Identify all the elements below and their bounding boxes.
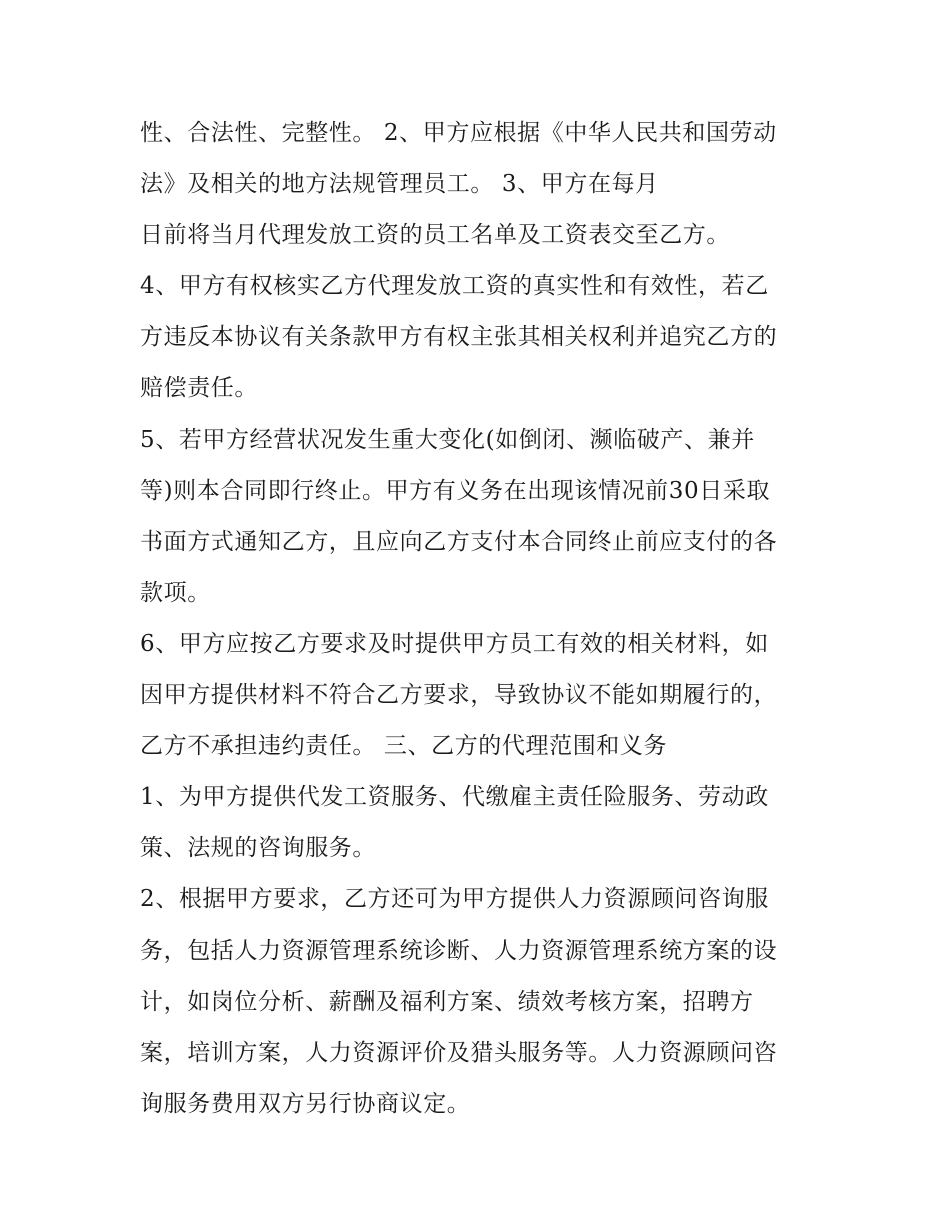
text-line: 计，如岗位分析、薪酬及福利方案、绩效考核方案，招聘方	[140, 988, 754, 1015]
text-line: 日前将当月代理发放工资的员工名单及工资表交至乙方。	[140, 222, 730, 249]
text-line: 等)则本合同即行终止。甲方有义务在出现该情况前30日采取	[140, 477, 771, 504]
text-line: 询服务费用双方另行协商议定。	[140, 1090, 471, 1117]
text-line: 赔偿责任。	[140, 375, 258, 402]
text-line: 乙方不承担违约责任。 三、乙方的代理范围和义务	[140, 733, 668, 760]
document-body	[140, 108, 830, 1130]
text-line: 策、法规的咨询服务。	[140, 835, 376, 862]
text-line: 性、合法性、完整性。 2、甲方应根据《中华人民共和国劳动	[140, 120, 777, 146]
text-line: 案，培训方案，人力资源评价及猎头服务等。人力资源顾问咨	[140, 1039, 778, 1066]
text-line: 2、根据甲方要求，乙方还可为甲方提供人力资源顾问咨询服	[140, 886, 769, 913]
text-line: 6、甲方应按乙方要求及时提供甲方员工有效的相关材料，如	[140, 630, 769, 657]
text-line: 款项。	[140, 579, 211, 606]
text-line: 法》及相关的地方法规管理员工。 3、甲方在每月	[140, 171, 659, 198]
text-line: 4、甲方有权核实乙方代理发放工资的真实性和有效性，若乙	[140, 273, 769, 300]
text-line: 5、若甲方经营状况发生重大变化(如倒闭、濒临破产、兼并	[140, 426, 755, 453]
text-line: 方违反本协议有关条款甲方有权主张其相关权利并追究乙方的	[140, 324, 778, 351]
text-line: 1、为甲方提供代发工资服务、代缴雇主责任险服务、劳动政	[140, 784, 769, 811]
text-line: 书面方式通知乙方，且应向乙方支付本合同终止前应支付的各	[140, 528, 778, 555]
text-line: 因甲方提供材料不符合乙方要求，导致协议不能如期履行的，	[140, 682, 778, 709]
text-line: 务，包括人力资源管理系统诊断、人力资源管理系统方案的设	[140, 937, 778, 964]
